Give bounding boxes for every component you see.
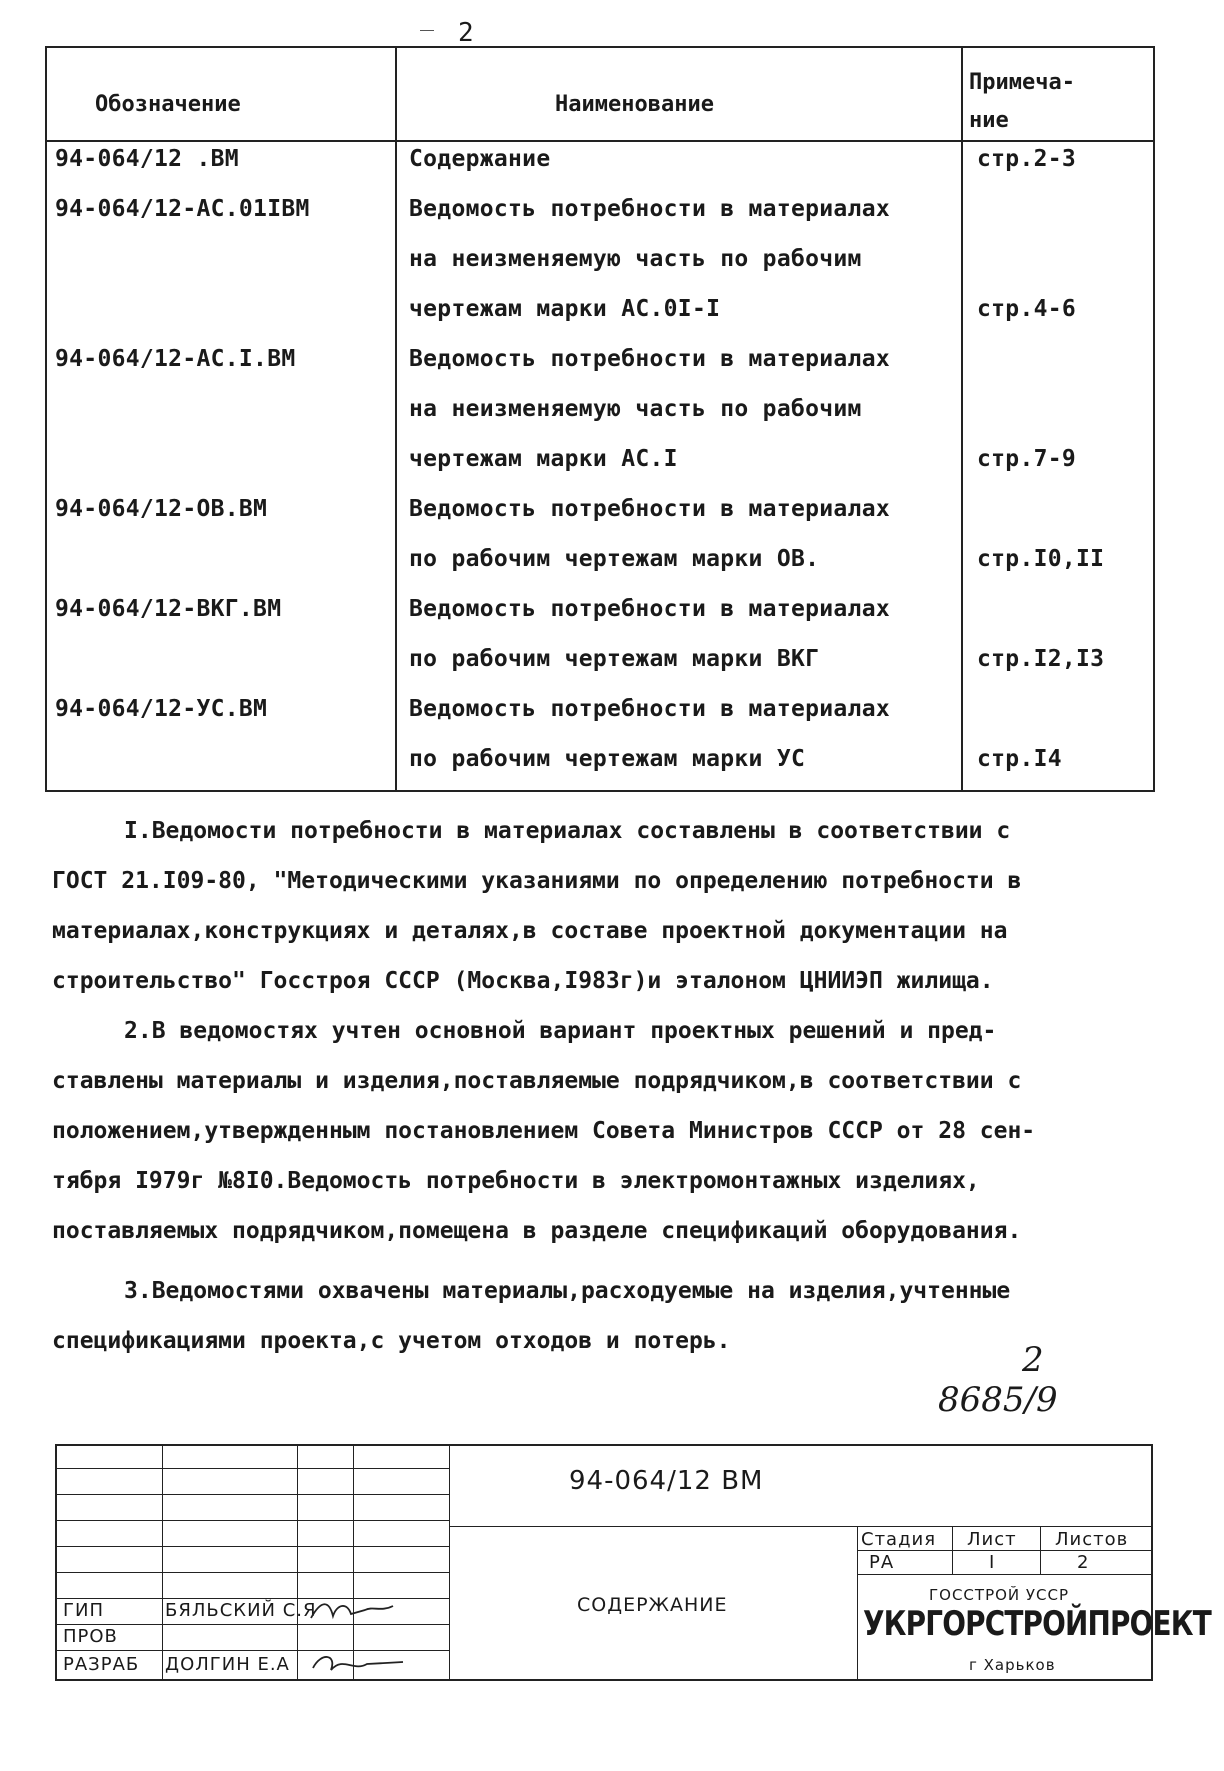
role-label: ГИП <box>63 1600 104 1621</box>
document-title: СОДЕРЖАНИЕ <box>577 1594 728 1616</box>
handwritten-archive-number: 8685/9 <box>938 1380 1058 1420</box>
header-note-line1: Примеча- <box>969 70 1075 95</box>
grid-line <box>1040 1526 1041 1574</box>
grid-line <box>57 1494 449 1495</box>
row-name-line: Ведомость потребности в материалах <box>409 346 891 372</box>
row-page: стр.7-9 <box>977 446 1077 472</box>
row-name-line: на неизменяемую часть по рабочим <box>409 246 862 272</box>
row-code: 94-064/12-АС.01IВМ <box>55 196 310 222</box>
column-divider <box>961 48 963 790</box>
grid-line <box>57 1468 449 1469</box>
title-block <box>55 1444 1211 1681</box>
org-logo: УКРГОРСТРОЙПРОЕКТ <box>863 1604 1211 1644</box>
note-line: тября I979г №8I0.Ведомость потребности в электромонтажных изделиях, <box>52 1168 980 1194</box>
grid-line <box>57 1520 449 1521</box>
row-page: стр.2-3 <box>977 146 1077 172</box>
dash-mark <box>420 30 434 31</box>
grid-line <box>57 1572 449 1573</box>
sheets-value: 2 <box>1077 1552 1090 1573</box>
note-line: ставлены материалы и изделия,поставляемые подрядчиком,в соответствии с <box>52 1068 1022 1094</box>
row-name-line: Ведомость потребности в материалах <box>409 196 891 222</box>
row-code: 94-064/12-ОВ.ВМ <box>55 496 268 522</box>
grid-line <box>952 1526 953 1574</box>
row-name-line: Содержание <box>409 146 551 172</box>
row-name-line: на неизменяемую часть по рабочим <box>409 396 862 422</box>
row-page: стр.I0,II <box>977 546 1105 572</box>
row-code: 94-064/12 .ВМ <box>55 146 239 172</box>
row-code: 94-064/12-АС.I.ВМ <box>55 346 296 372</box>
note-line: поставляемых подрядчиком,помещена в разделе спецификаций оборудования. <box>52 1218 1022 1244</box>
row-name-line: по рабочим чертежам марки УС <box>409 746 806 772</box>
grid-line <box>449 1446 450 1679</box>
document-code: 94-064/12 ВМ <box>569 1466 764 1496</box>
grid-line <box>857 1526 858 1679</box>
note-line: положением,утвержденным постановлением Совета Министров СССР от 28 сен- <box>52 1118 1036 1144</box>
role-label: ПРОВ <box>63 1626 118 1647</box>
row-name-line: Ведомость потребности в материалах <box>409 496 891 522</box>
signature-icon <box>307 1650 407 1678</box>
note-line: 2.В ведомостях учтен основной вариант проектных решений и пред- <box>124 1018 997 1044</box>
column-divider <box>395 48 397 790</box>
row-name-line: по рабочим чертежам марки ВКГ <box>409 646 820 672</box>
row-code: 94-064/12-УС.ВМ <box>55 696 268 722</box>
note-line: I.Ведомости потребности в материалах составлены в соответствии с <box>124 818 1011 844</box>
role-name: БЯЛЬСКИЙ С.Я <box>165 1600 317 1621</box>
header-designation: Обозначение <box>95 92 241 117</box>
row-name-line: Ведомость потребности в материалах <box>409 696 891 722</box>
org-name-line1: ГОССТРОЙ УССР <box>929 1586 1070 1604</box>
row-name-line: чертежам марки АС.I <box>409 446 678 472</box>
note-line: материалах,конструкциях и деталях,в составе проектной документации на <box>52 918 1008 944</box>
contents-table <box>45 46 1155 792</box>
row-code: 94-064/12-ВКГ.ВМ <box>55 596 282 622</box>
note-line: ГОСТ 21.I09-80, "Методическими указаниями по определению потребности в <box>52 868 1022 894</box>
sheet-value: I <box>989 1552 996 1573</box>
grid-line <box>297 1446 298 1679</box>
signature-icon <box>307 1596 397 1626</box>
note-line: строительство" Госстроя СССР (Москва,I983г)и эталоном ЦНИИЭП жилища. <box>52 968 994 994</box>
handwritten-sheet-number: 2 <box>1022 1340 1044 1380</box>
row-name-line: по рабочим чертежам марки ОВ. <box>409 546 820 572</box>
sheet-label: Лист <box>967 1529 1017 1550</box>
grid-line <box>162 1446 163 1679</box>
row-page: стр.I4 <box>977 746 1062 772</box>
org-city: г Харьков <box>969 1656 1056 1674</box>
row-page: стр.I2,I3 <box>977 646 1105 672</box>
grid-line <box>57 1546 449 1547</box>
header-name: Наименование <box>555 92 714 117</box>
grid-line <box>353 1446 354 1679</box>
grid-line <box>449 1526 1151 1527</box>
role-label: РАЗРАБ <box>63 1654 140 1675</box>
stage-value: РА <box>869 1552 895 1573</box>
sheets-label: Листов <box>1055 1529 1129 1550</box>
row-name-line: чертежам марки АС.0I-I <box>409 296 721 322</box>
stage-label: Стадия <box>861 1529 937 1550</box>
header-note-line2: ние <box>969 108 1009 133</box>
page-number: 2 <box>458 18 474 48</box>
grid-line <box>857 1574 1151 1575</box>
note-line: спецификациями проекта,с учетом отходов и потерь. <box>52 1328 731 1354</box>
role-name: ДОЛГИН Е.А <box>165 1654 290 1675</box>
grid-line <box>857 1550 1151 1551</box>
row-page: стр.4-6 <box>977 296 1077 322</box>
row-name-line: Ведомость потребности в материалах <box>409 596 891 622</box>
header-divider <box>47 140 1153 142</box>
note-line: 3.Ведомостями охвачены материалы,расходуемые на изделия,учтенные <box>124 1278 1011 1304</box>
